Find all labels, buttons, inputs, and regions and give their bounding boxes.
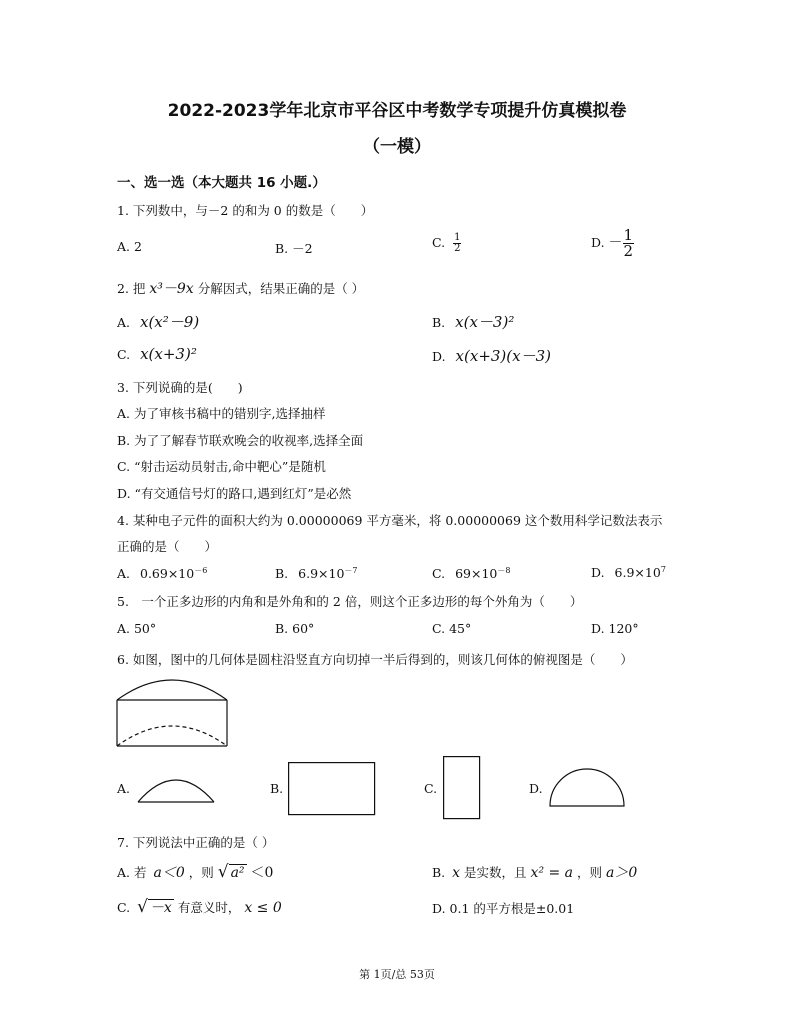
q4-stem-line2: 正确的是（ ） (117, 539, 218, 554)
q7-a-sqrt-sign: √ (217, 862, 229, 882)
q7-b-variable: x (452, 865, 461, 881)
q4-b-exponent: －7 (344, 566, 358, 575)
q1-option-a: A. 2 (117, 239, 142, 254)
q3-stem: 3. 下列说确的是( ) (117, 380, 243, 395)
q2-d-label: D. (432, 349, 446, 364)
q1-stem: 1. 下列数中，与－2 的和为 0 的数是（ ） (117, 203, 374, 218)
q7-option-a (117, 862, 273, 882)
q1-d-sign: － (608, 235, 623, 251)
q2-b-label: B. (432, 315, 446, 330)
q4-option-c (432, 565, 510, 581)
q4-b-label: B. (275, 566, 289, 582)
q1-option-c (432, 233, 461, 254)
q1-option-b: B. －2 (275, 241, 313, 256)
q6-half-cylinder-figure (116, 676, 228, 748)
q2-option-c (117, 345, 197, 363)
q5-option-c: C. 45° (432, 621, 472, 636)
q3-option-a: A. 为了审核书稿中的错别字,选择抽样 (117, 406, 326, 421)
q6-option-b-rectangle-figure (288, 762, 376, 816)
q1-option-c-label: C. (432, 235, 446, 250)
q6-option-a-label: A. (117, 781, 131, 796)
q7-b-label: B. (432, 865, 446, 880)
q4-d-base: 6.9×10 (614, 565, 661, 581)
q2-a-expr: x(x²－9) (140, 313, 200, 331)
q6-hidden-arc (117, 726, 227, 746)
q1-option-d-label: D. (591, 235, 605, 250)
q7-a-connector: ，则 (188, 865, 214, 880)
q7-a-radicand: a² (230, 865, 245, 881)
q2-stem-suffix: 分解因式，结果正确的是（ ） (197, 281, 365, 296)
q4-c-exponent: －8 (497, 566, 511, 575)
q1-d-denominator: 2 (623, 242, 634, 260)
q4-c-base: 69×10 (455, 566, 498, 582)
q7-a-label: A. 若 (117, 865, 147, 880)
q4-option-b (275, 565, 358, 581)
q2-expression: x³－9x (149, 281, 194, 297)
q5-option-b: B. 60° (275, 621, 315, 636)
q7-c-radicand: －x (149, 900, 172, 916)
q7-c-sqrt-sign: √ (137, 897, 148, 917)
q7-option-b (432, 862, 637, 882)
q7-option-d: D. 0.1 的平方根是±0.01 (432, 901, 575, 916)
q4-d-exponent: 7 (660, 565, 666, 574)
q4-option-d (591, 565, 666, 580)
q7-option-c (117, 897, 282, 917)
q7-b-equation: x² = a (530, 865, 574, 881)
q1-option-d (591, 228, 634, 259)
q6-option-d-semicircle-figure (549, 768, 625, 808)
q7-a-condition: a＜0 (153, 865, 185, 881)
q1-d-fraction (623, 228, 635, 259)
q6-option-a-arc-figure (137, 770, 215, 804)
q4-a-base: 0.69×10 (140, 566, 195, 582)
q6-option-c-label: C. (424, 781, 438, 796)
q2-stem (117, 278, 364, 298)
q1-d-numerator: 1 (623, 226, 634, 244)
q4-b-base: 6.9×10 (298, 566, 345, 582)
q6-option-c-tall-rectangle-figure (443, 756, 481, 820)
q2-c-expr: x(x+3)² (140, 345, 197, 363)
q2-a-label: A. (117, 315, 131, 330)
q4-a-exponent: －6 (194, 566, 208, 575)
q5-option-d: D. 120° (591, 621, 639, 636)
q1-c-denominator: 2 (454, 243, 461, 254)
q1-c-fraction (453, 233, 461, 254)
q2-option-d (432, 345, 551, 366)
q6-stem: 6. 如图，图中的几何体是圆柱沿竖直方向切掉一半后得到的，则该几何体的俯视图是（ ） (117, 652, 633, 667)
q4-option-a (117, 565, 207, 581)
q7-c-connector: 有意义时， (177, 900, 241, 915)
q7-c-conclusion: x ≤ 0 (244, 900, 282, 916)
q4-d-label: D. (591, 565, 605, 581)
q3-option-c: C. “射击运动员射击,命中靶心”是随机 (117, 459, 326, 474)
q2-option-a (117, 311, 199, 332)
q6-top-arc (117, 680, 227, 700)
q7-c-label: C. (117, 900, 131, 915)
q4-a-label: A. (117, 566, 131, 582)
q2-b-expr: x(x－3)² (455, 313, 515, 331)
q6-option-b-label: B. (270, 781, 284, 796)
doc-title-line1: 2022-2023学年北京市平谷区中考数学专项提升仿真模拟卷 (167, 101, 627, 121)
q4-stem-line1: 4. 某种电子元件的面积大约为 0.00000069 平方毫米，将 0.00000069 这个数用科学记数法表示 (117, 513, 663, 528)
q5-option-a: A. 50° (117, 621, 157, 636)
q3-option-b: B. 为了了解春节联欢晚会的收视率,选择全面 (117, 433, 364, 448)
q4-c-label: C. (432, 566, 446, 582)
page-footer: 第 1页/总 53页 (359, 968, 435, 981)
q1-c-numerator: 1 (454, 232, 461, 243)
q7-a-tail: ＜0 (250, 865, 274, 881)
q5-stem: 5. 一个正多边形的内角和是外角和的 2 倍，则这个正多边形的每个外角为（ ） (117, 594, 583, 609)
doc-title-line2: （一模） (363, 137, 431, 157)
q7-b-connector2: ，则 (577, 865, 603, 880)
q2-d-expr: x(x+3)(x－3) (455, 347, 551, 365)
q6-option-d-label: D. (529, 781, 543, 796)
q2-c-label: C. (117, 347, 131, 362)
q2-stem-prefix: 2. 把 (117, 281, 146, 296)
q7-b-conclusion: a＞0 (606, 865, 638, 881)
q7-stem: 7. 下列说法中正确的是（ ） (117, 835, 275, 850)
q2-option-b (432, 311, 514, 332)
q3-option-d: D. “有交通信号灯的路口,遇到红灯”是必然 (117, 486, 352, 501)
section-heading: 一、选一选（本大题共 16 小题.） (117, 175, 326, 191)
q7-b-connector: 是实数，且 (464, 865, 527, 880)
